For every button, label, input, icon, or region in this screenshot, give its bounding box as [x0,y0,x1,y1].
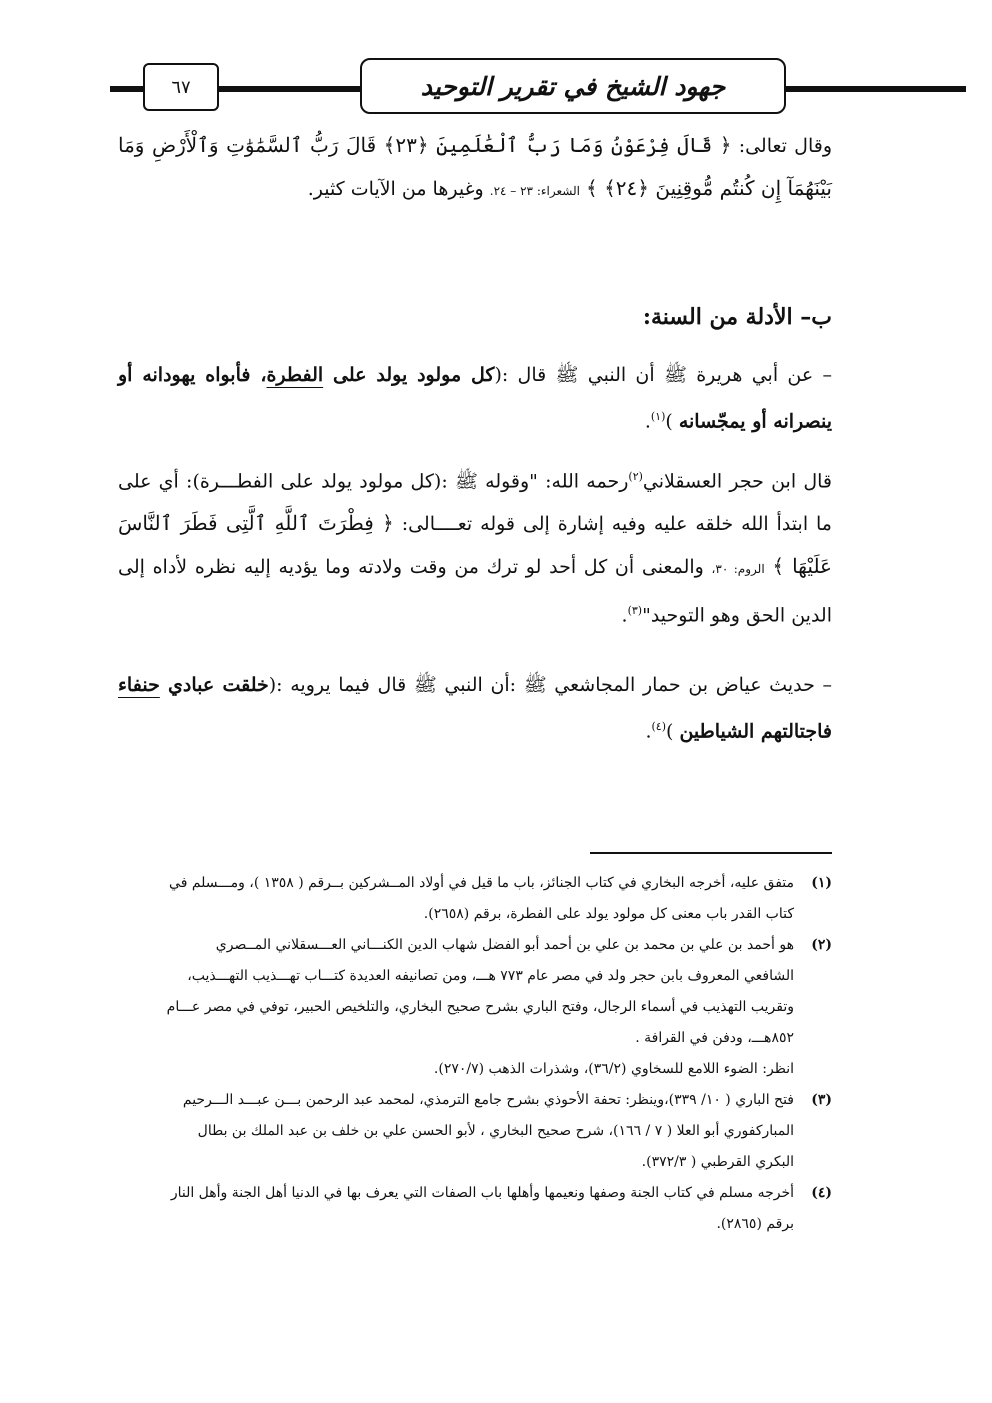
hadith-2-underlined: حنفاء [118,674,160,696]
hadith-2-paragraph [118,664,832,752]
hadith-2-close: ) [666,720,680,743]
footnote-line: برقم (٢٨٦٥). [716,1216,794,1232]
footnote-line: أخرجه مسلم في كتاب الجنة وصفها ونعيمها وأهلها باب الصفات التي يعرف بها في الدنيا أهل الجنة وأهل النار [170,1185,794,1201]
hadith-2-text-a: خلقت عبادي [159,674,269,696]
hadith-1-intro: عن أبي هريرة ﷺ أن النبي ﷺ قال :( [494,364,814,386]
footnote-number: (١) [811,875,832,891]
verse-reference-rum: الروم: ٣٠، [711,562,765,577]
running-title-box [360,58,786,114]
intro-lead: وقال تعالى: [738,135,833,157]
footnote-line: كتاب القدر باب معنى كل مولود يولد على الفطرة، برقم (٢٦٥٨). [423,906,794,922]
footnote-line: ٨٥٢هـــ، ودفن في القرافة . [635,1030,794,1046]
hadith-1-text-a: كل مولود يولد على [323,364,495,386]
footnote-number: (٤) [811,1185,832,1201]
footnote-3 [118,1085,832,1178]
hadith-1-close: ) [665,410,679,433]
footnote-line: المباركفوري أبو العلا ( ٧ / ١٦٦)، شرح صحيح البخاري ، لأبو الحسن علي بن خلف بن عبد الملك بن بطال [197,1123,794,1139]
footnote-ref-1: (١) [650,410,666,423]
verse-reference: الشعراء: ٢٣ – ٢٤. [489,184,580,198]
footnote-separator [590,852,832,854]
footnote-ref-2: (٢) [628,470,643,483]
intro-paragraph [118,124,832,212]
footnote-number: (٣) [811,1092,832,1108]
footnote-line: البكري القرطبي ( ٣٧٢/٣). [641,1154,794,1170]
footnote-ref-3: (٣) [627,604,643,618]
commentary-text-2: والمعنى أن كل أحد لو ترك من وقت ولادته وما يؤديه إليه نظره لأداه إلى الدين الحق وهو التوحيد" [118,556,832,627]
intro-tail: وغيرها من الآيات كثير. [307,178,484,200]
section-heading: ب– الأدلة من السنة: [642,304,832,330]
list-dash: – [822,364,832,386]
hadith-2-end: . [645,720,652,743]
footnote-1 [118,868,832,930]
commentary-end: . [621,604,628,627]
footnote-number: (٢) [811,937,832,953]
hadith-1-underlined: الفطرة [266,364,324,386]
commentary-paragraph [118,456,832,637]
footnote-ref-4: (٤) [651,720,666,733]
page-number-box [143,63,219,111]
list-dash: – [822,674,832,696]
hadith-2-intro: حديث عياض بن حمار المجاشعي ﷺ :أن النبي ﷺ قال فيما يرويه :( [268,674,815,696]
footnote-line: فتح الباري ( ١٠/ ٣٣٩)،وينظر: تحفة الأحوذي بشرح جامع الترمذي، لمحمد عبد الرحمن بـــن عبـــد الـــرحيم [182,1092,794,1108]
footnote-line: متفق عليه، أخرجه البخاري في كتاب الجنائز، باب ما قيل في أولاد المــشركين بــرقم ( ١٣٥٨ )، ومـــسلم في [169,875,794,891]
footnotes [118,868,832,1240]
footnote-line: الشافعي المعروف بابن حجر ولد في مصر عام ٧٧٣ هـــ، ومن تصانيفه العديدة كتـــاب تهـــذيب التهـــذيب، [187,968,794,984]
page-number: ٦٧ [171,76,191,98]
footnote-line: وتقريب التهذيب في أسماء الرجال، وفتح الباري بشرح صحيح البخاري، والتلخيص الحبير، توفي في مصر عـــام [166,999,794,1015]
running-title: جهود الشيخ في تقرير التوحيد [420,71,726,101]
quran-verse-rum: ﴿ فِطْرَتَ ٱللَّهِ ٱلَّتِى فَطَرَ ٱلنَّاسَ عَلَيْهَا ﴾ [118,511,832,579]
hadith-2-text-b: فاجتالتهم الشياطين [679,720,832,743]
quran-verse-shuara: ﴿ قَالَ فِرْعَوْنُ وَمَا رَبُّ ٱلْعَٰلَمِينَ ﴿٢٣﴾ قَالَ رَبُّ ٱلسَّمَٰوَٰتِ وَٱلْأَرْضِ وَمَا بَيْنَهُمَآ إِن كُنتُم مُّوقِنِينَ ﴿٢٤﴾ ﴾ [118,133,832,200]
commentary-text-1: رحمه الله: "وقوله ﷺ :(كل مولود يولد على الفطـــرة): أي على ما ابتدأ الله خلقه عليه وفيه إشارة إلى قوله تعــــالى: [118,470,832,536]
hadith-1-text-b: ، فأبواه يهودانه أو ينصرانه أو يمجّسانه [118,364,832,433]
hadith-1-paragraph [118,354,832,442]
footnote-4 [118,1178,832,1240]
footnote-line: هو أحمد بن علي بن محمد بن علي بن أحمد أبو الفضل شهاب الدين الكنـــاني العـــسقلاني المــصري [215,937,794,953]
footnote-2 [118,930,832,1054]
section-heading-block [118,296,832,338]
commentary-intro: قال ابن حجر العسقلاني [642,470,833,493]
footnote-2-sources: انظر: الضوء اللامع للسخاوي (٣٦/٢)، وشذرات الذهب (٢٧٠/٧). [433,1061,794,1077]
hadith-1-end: . [644,410,651,433]
